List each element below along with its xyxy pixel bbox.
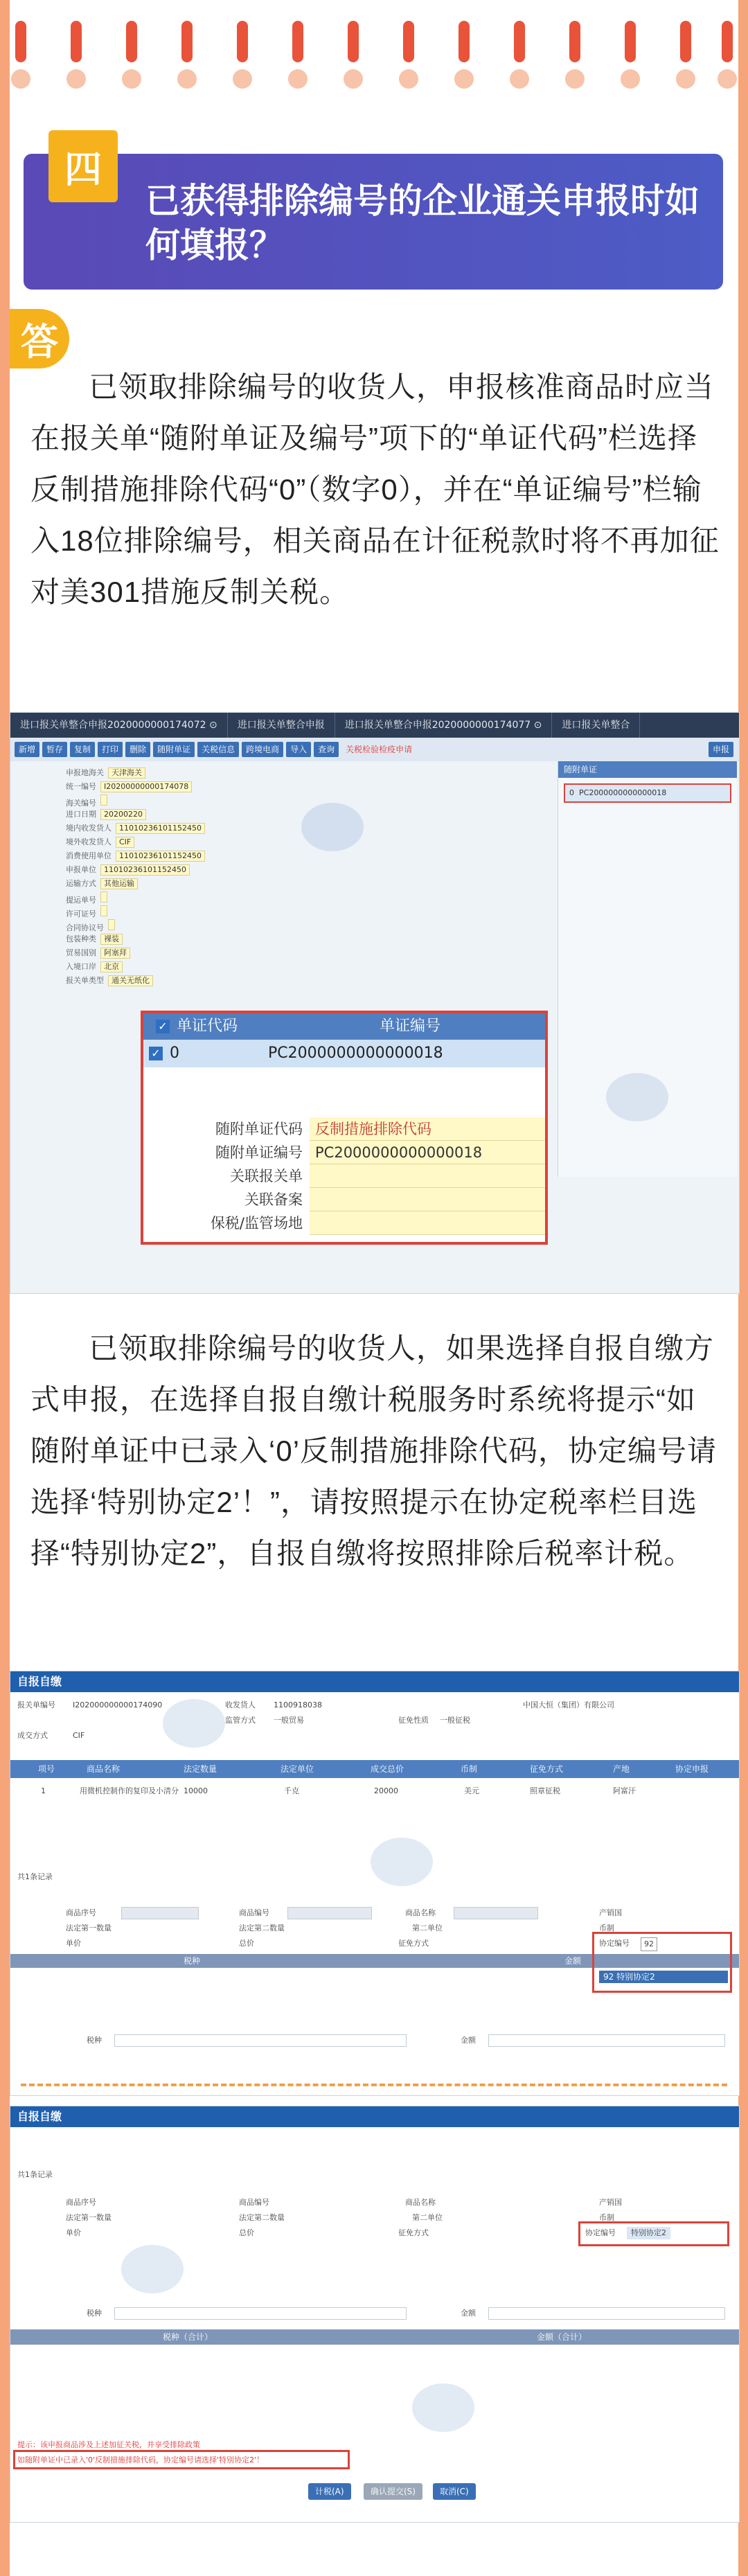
import-button[interactable]: 导入 — [286, 742, 311, 757]
agreement-select[interactable]: 特别协定2 — [627, 2227, 670, 2239]
form-row: 贸易国别 阿塞拜 — [66, 947, 130, 959]
highlight-box — [592, 1932, 732, 1993]
form-row: 申报单位 11010236101152450 — [66, 864, 190, 876]
question-banner — [24, 148, 723, 290]
form-row: 运输方式 其他运输 — [66, 878, 138, 890]
tab-bar — [10, 713, 739, 738]
column-header: 单证编号 — [379, 1018, 440, 1035]
tax-sum-header: 税种 金额 — [10, 1954, 739, 1968]
ring-icon — [15, 21, 26, 62]
dashed-divider — [21, 2084, 727, 2086]
form-row: 入境口岸 北京 — [66, 961, 123, 973]
answer-badge: 答 — [10, 309, 69, 368]
question-number-badge: 四 — [48, 130, 118, 202]
doc-row[interactable] — [143, 1040, 545, 1067]
watermark-logo — [121, 2245, 184, 2293]
confirm-submit-button[interactable]: 确认提交(S) — [364, 2483, 422, 2500]
save-draft-button[interactable]: 暂存 — [42, 742, 67, 757]
selected-doc-row[interactable]: 0 PC2000000000000018 — [564, 783, 731, 803]
checkbox-icon[interactable]: ✓ — [149, 1047, 163, 1060]
calculate-tax-button[interactable]: 计税(A) — [308, 2483, 351, 2500]
delete-button[interactable]: 删除 — [125, 742, 150, 757]
tab-declaration[interactable]: 进口报关单整合申报 — [228, 713, 335, 738]
ring-icon — [292, 21, 303, 62]
agreement-select[interactable]: 92 — [641, 1937, 657, 1951]
inspection-link[interactable]: 关税检验检疫申请 — [346, 745, 413, 754]
ring-icon — [181, 21, 193, 62]
tab-declaration[interactable]: 进口报关单整合申报2020000000174072 ⊙ — [10, 713, 228, 738]
ring-icon — [680, 21, 691, 62]
attached-docs-button[interactable]: 随附单证 — [153, 742, 195, 757]
dropdown-option-special-agreement-2[interactable]: 92 特别协定2 — [599, 1971, 728, 1983]
ring-icon — [237, 21, 248, 62]
answer-paragraph-1: 已领取排除编号的收货人，申报核准商品时应当在报关单“随附单证及编号”项下的“单证代码”栏选择反制措施排除代码“0”（数字0），并在“单证编号”栏输入18位排除编号，相关商品在计征税款时将不再加征对美301措施反制关税。 — [30, 371, 720, 608]
warning-text: 如随附单证中已录入'0'反制措施排除代码，协定编号请选择'特别协定2'！ — [17, 2455, 265, 2464]
self-tax-screenshot: 自报自缴 报关单编号 I202000000000174090 收发货人 1100918038 中国大恒（集团）有限公司 监管方式 一般贸易 征免性质 一般征税 成交方式 CIF 项号 商品名称 法定数量 法定单位 成交总价 币制 征免方式 产地 协定申报 1 用微机控制作的复印及小清分 10000 千克 20000 美元 照章征税 阿富汗 共1条记录 商品序号 商品编号 商品名称 产销国 法定第一数量 法定第二数量 第二单位 币制 单价 总价 征免方式 协定编号 92 税种 金额 92 特别协定2 税种 金额 — [10, 1671, 740, 2096]
form-row: 许可证号 — [66, 905, 107, 918]
watermark-logo — [606, 1073, 668, 1121]
cross-border-button[interactable]: 跨境电商 — [242, 742, 283, 757]
form-row: 申报地海关 天津海关 — [66, 767, 145, 779]
ring-icon — [514, 21, 525, 62]
doc-code: 0 — [170, 1045, 179, 1062]
doc-number: PC2000000000000018 — [268, 1045, 443, 1062]
watermark-logo — [371, 1838, 433, 1886]
form-row: 报关单类型 通关无纸化 — [66, 975, 153, 987]
form-row: 提运单号 — [66, 891, 107, 904]
question-title: 已获得排除编号的企业通关申报时如何填报？ — [145, 181, 700, 265]
doc-number-field: 随附单证编号 PC2000000000000018 — [143, 1141, 545, 1164]
related-record-field: 关联备案 — [143, 1188, 545, 1211]
cancel-button[interactable]: 取消(C) — [433, 2483, 476, 2500]
doc-code-field: 随附单证代码 反制措施排除代码 — [143, 1117, 545, 1141]
goods-table-header: 项号 商品名称 法定数量 法定单位 成交总价 币制 征免方式 产地 协定申报 — [10, 1760, 739, 1778]
highlight-box — [13, 2450, 350, 2469]
form-row: 境外收发货人 CIF — [66, 836, 134, 849]
tab-declaration[interactable]: 进口报关单整合 — [552, 713, 640, 738]
ring-icon — [126, 21, 137, 62]
form-row: 进口日期 20200220 — [66, 808, 146, 821]
ring-icon — [722, 21, 733, 62]
self-tax-confirm-screenshot: 自报自缴 共1条记录 商品序号 商品编号 商品名称 产销国 法定第一数量 法定第二数量 第二单位 币制 单价 总价 征免方式 协定编号 特别协定2 税种 金额 税种（合计） 金额（合计） 提示：该申报商品涉及上述加征关税，并享受排除政策 如随附单证中已录入'0'反制措施排除代码，协定编号请选择'特别协定2'！ 计税(A) 确认提交(S) 取消(C) — [10, 2106, 740, 2523]
form-row: 消费使用单位 11010236101152450 — [66, 850, 205, 862]
checkbox-icon[interactable]: ✓ — [156, 1020, 170, 1033]
panel-title: 自报自缴 — [10, 2106, 739, 2127]
related-declaration-field: 关联报关单 — [143, 1164, 545, 1188]
form-row: 包装种类 裸装 — [66, 933, 123, 945]
declaration-form-screenshot — [10, 712, 740, 1294]
form-row: 境内收发货人 11010236101152450 — [66, 822, 205, 835]
zoomed-attached-docs — [141, 1011, 548, 1245]
tab-declaration[interactable]: 进口报关单整合申报2020000000174077 ⊙ — [335, 713, 553, 738]
watermark-logo — [412, 2383, 474, 2432]
warning-text: 提示：该申报商品涉及上述加征关税，并享受排除政策 — [17, 2440, 200, 2449]
form-row: 海关编号 — [66, 794, 107, 807]
tax-sum-header: 税种（合计） 金额（合计） — [10, 2329, 739, 2345]
form-row: 合同协议号 — [66, 919, 115, 932]
answer-paragraph-2: 已领取排除编号的收货人，如果选择自报自缴方式申报，在选择自报自缴计税服务时系统将提示“如随附单证中已录入‘0’反制措施排除代码，协定编号请选择‘特别协定2’！”，请按照提示在协定税率栏目选择“特别协定2”，自报自缴将按照排除后税率计税。 — [30, 1332, 718, 1570]
bonded-site-field: 保税/监管场地 — [143, 1211, 545, 1235]
panel-title: 自报自缴 — [10, 1671, 739, 1692]
zoom-table-header: ✓ 单证代码 单证编号 — [143, 1013, 545, 1040]
ring-icon — [458, 21, 470, 62]
binder-rings — [10, 0, 738, 83]
new-button[interactable]: 新增 — [15, 742, 39, 757]
panel-header: 随附单证 — [558, 761, 737, 778]
ring-icon — [348, 21, 359, 62]
declare-button[interactable]: 申报 — [709, 742, 733, 757]
ring-icon — [569, 21, 580, 62]
ring-icon — [71, 21, 82, 62]
highlight-box — [578, 2221, 729, 2246]
watermark-logo — [163, 1699, 225, 1748]
tax-info-button[interactable]: 关税信息 — [197, 742, 239, 757]
query-button[interactable]: 查询 — [314, 742, 339, 757]
ring-icon — [625, 21, 636, 62]
watermark-logo — [301, 803, 364, 851]
ring-icon — [403, 21, 414, 62]
form-row: 统一编号 I20200000000174078 — [66, 781, 192, 793]
copy-button[interactable]: 复制 — [70, 742, 95, 757]
print-button[interactable]: 打印 — [98, 742, 123, 757]
toolbar — [10, 738, 739, 761]
